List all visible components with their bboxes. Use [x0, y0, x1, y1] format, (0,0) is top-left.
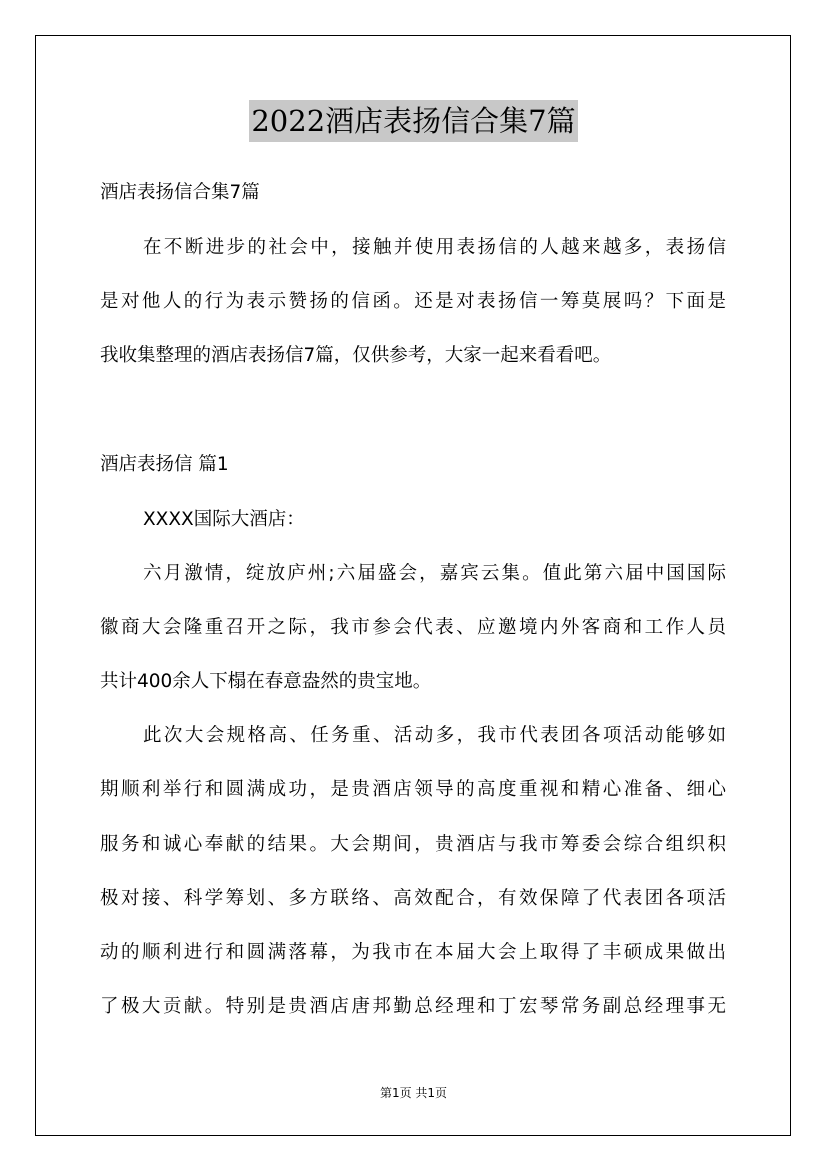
para1-line-2: 徽商大会隆重召开之际，我市参会代表、应邀境内外客商和工作人员: [100, 617, 726, 638]
section-heading: 酒店表扬信 篇1: [100, 454, 229, 475]
para2-line-6: 了极大贡献。特别是贵酒店唐邦勤总经理和丁宏琴常务副总经理事无: [100, 996, 726, 1017]
para2-line-5: 动的顺利进行和圆满落幕，为我市在本届大会上取得了丰硕成果做出: [100, 942, 726, 963]
para1-line-3: 共计400余人下榻在春意盎然的贵宝地。: [100, 671, 432, 692]
intro-line-3: 我收集整理的酒店表扬信7篇，仅供参考，大家一起来看看吧。: [100, 345, 612, 366]
document-title: 2022酒店表扬信合集7篇: [249, 100, 577, 142]
para2-line-2: 期顺利举行和圆满成功，是贵酒店领导的高度重视和精心准备、细心: [100, 779, 726, 800]
para2-line-3: 服务和诚心奉献的结果。大会期间，贵酒店与我市筹委会综合组织积: [100, 834, 726, 855]
page-footer: 第1页 共1页: [379, 1086, 448, 1100]
para1-line-1: 六月激情，绽放庐州;六届盛会，嘉宾云集。值此第六届中国国际: [143, 563, 726, 584]
document-subtitle: 酒店表扬信合集7篇: [100, 182, 260, 203]
para2-line-1: 此次大会规格高、任务重、活动多，我市代表团各项活动能够如: [143, 725, 726, 746]
para2-line-4: 极对接、科学筹划、多方联络、高效配合，有效保障了代表团各项活: [100, 888, 726, 909]
title-container: [0, 100, 827, 142]
intro-line-2: 是对他人的行为表示赞扬的信函。还是对表扬信一筹莫展吗？下面是: [100, 291, 726, 312]
intro-line-1: 在不断进步的社会中，接触并使用表扬信的人越来越多，表扬信: [143, 237, 726, 258]
salutation: XXXX国际大酒店：: [143, 509, 305, 530]
